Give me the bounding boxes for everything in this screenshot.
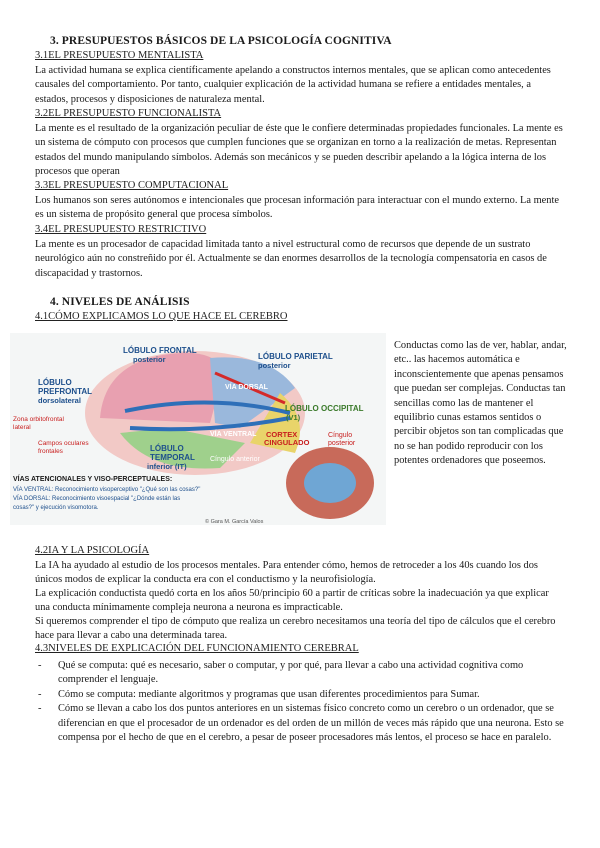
- section-3-heading: 3. PRESUPUESTOS BÁSICOS DE LA PSICOLOGÍA COGNITIVA: [50, 35, 392, 47]
- label-lobulo-frontal: LÓBULO FRONTAL: [123, 346, 197, 355]
- subsection-4-3-heading: 4.3NIVELES DE EXPLICACIÓN DEL FUNCIONAMIENTO CEREBRAL: [35, 643, 359, 654]
- label-lobulo-temporal: LÓBULO: [150, 444, 184, 453]
- label-credit: © Gara M. García Valos: [205, 519, 264, 525]
- label-inferior-it: inferior (IT): [147, 462, 187, 471]
- label-lobulo-occipital: LÓBULO OCCIPITAL: [285, 404, 364, 413]
- brain-figure: [10, 333, 386, 525]
- bullet-item: [38, 702, 568, 745]
- label-lobulo-prefrontal: LÓBULO: [38, 378, 72, 387]
- label-zona-orbitofrontal: Zona orbitofrontal: [13, 416, 64, 423]
- bullet-item: [38, 688, 568, 702]
- label-temporal: TEMPORAL: [150, 453, 195, 462]
- bullet-dash: -: [38, 660, 42, 671]
- label-cingulo-anterior: Cíngulo anterior: [210, 456, 260, 463]
- subsection-4-2-heading: 4.2IA Y LA PSICOLOGÍA: [35, 545, 150, 556]
- subsection-3-1-text: La actividad humana se explica científicamente apelando a constructos internos mentales, que se aplican como antecedentes causales del comportamiento. Por tanto, cualquier explicación de la actividad humana se refiere a entidades mentales, a estados, procesos y disposiciones de naturaleza mental.: [35, 65, 551, 105]
- subsection-3-3-heading: 3.3EL PRESUPUESTO COMPUTACIONAL: [35, 180, 229, 191]
- label-cingulado: CINGULADO: [264, 438, 310, 447]
- label-via-ventral: VÍA VENTRAL: [210, 431, 257, 438]
- brain-diagram: [10, 333, 386, 525]
- bullet-text: Cómo se llevan a cabo los dos puntos anteriores en un sistemas físico concreto como un cerebro o un ordenador, que se diferencian en que el procesador de un ordenador es del orden de un millón de veces más rápido que una neurona. Esto se compensa por el hecho de que en el cerebro, a pesar de poseer procesadores más lentos, el proceso se hace en paralelo.: [58, 703, 564, 744]
- bullet-text: Qué se computa: qué es necesario, saber o computar, y por qué, para llevar a cabo una actividad cognitiva como comprender el lenguaje.: [58, 660, 524, 686]
- label-vias-ventral: VÍA VENTRAL: Reconocimiento visoperceptivo "¿Qué son las cosas?": [13, 487, 201, 493]
- label-lateral: lateral: [13, 424, 31, 431]
- subsection-4-2-text: La IA ha ayudado al estudio de los procesos mentales. Para entender cómo, hemos de retroceder a los 40s cuando los dos únicos modos de explicar la conducta era con el conductismo y la neurofisiología.: [35, 560, 538, 586]
- label-via-dorsal: VÍA DORSAL: [225, 384, 268, 391]
- bullet-text: Cómo se computa: mediante algoritmos y programas que usan diferentes procedimientos para Sumar.: [58, 688, 480, 700]
- levels-bullet-list: [38, 659, 568, 745]
- label-frontales: frontales: [38, 448, 63, 455]
- subsection-3-4-heading: 3.4EL PRESUPUESTO RESTRICTIVO: [35, 224, 207, 235]
- subsection-4-2-text-2: La explicación conductista quedó corta en los años 50/principio 60 a partir de críticas sobre la inadecuación ya que explicar una conducta mínimamente compleja neurona a neurona es impracticable.: [35, 588, 549, 614]
- bullet-dash: -: [38, 703, 42, 715]
- label-vias-dorsal-2: cosas?" y ejecución visomotora.: [13, 505, 99, 511]
- bullet-item: [38, 659, 568, 688]
- section-4-heading: 4. NIVELES DE ANÁLISIS: [50, 296, 190, 308]
- label-cingulo-posterior-2: posterior: [328, 440, 356, 447]
- subsection-4-2-text-3: Si queremos comprender el tipo de cómputo que realiza un cerebro necesitamos una teoría del tipo de cálculos que el cerebro hace para llevar a cabo una determinada tarea.: [35, 616, 556, 642]
- subsection-3-3-text: Los humanos son seres autónomos e intencionales que procesan información para interactuar con el mundo externo. La mente es un sistema de propósito general que procesa símbolos.: [35, 195, 559, 221]
- label-lobulo-parietal: LÓBULO PARIETAL: [258, 352, 333, 361]
- subsection-3-1-heading: 3.1EL PRESUPUESTO MENTALISTA: [35, 50, 204, 61]
- label-prefrontal: PREFRONTAL: [38, 387, 93, 396]
- figure-side-text: Conductas como las de ver, hablar, andar, etc.. las hacemos automática e inconscientemente que apenas pensamos que puedan ser complejas. Conductas tan sencillas como las de mantener el equilibrio cunas estamos sentidos o percibir objetos son tan complicadas que no se han podido reproducir con los potentes ordenadores que poseemos.: [394, 340, 567, 467]
- label-vias-title: VÍAS ATENCIONALES Y VISO-PERCEPTUALES:: [13, 476, 173, 483]
- label-cortex: CORTEX: [266, 430, 298, 439]
- slice-center: [304, 463, 356, 503]
- bullet-dash: -: [38, 688, 42, 700]
- label-v1: (V1): [286, 413, 301, 422]
- label-dorsolateral: dorsolateral: [38, 396, 81, 405]
- subsection-4-1-heading: 4.1CÓMO EXPLICAMOS LO QUE HACE EL CEREBRO: [35, 311, 288, 322]
- subsection-3-2-text: La mente es el resultado de la organización peculiar de éste que le confiere determinadas propiedades funcionales. La mente es un sistema de cómputo con procesos que cumplen funciones que se organizan en torno a la realización de metas. Representan estados del mundo manipulando símbolos. Además son mecánicos y se pueden describir apelando a la lógica interna de los procesos que operan: [35, 123, 563, 178]
- label-frontal-posterior: posterior: [133, 355, 166, 364]
- subsection-3-2-heading: 3.2EL PRESUPUESTO FUNCIONALISTA: [35, 108, 222, 119]
- subsection-3-4-text: La mente es un procesador de capacidad limitada tanto a nivel estructural como de recursos que depende de un sustrato neurológico aún no constreñido por él. Actualmente se dan enormes desarrollos de la tecnología compensatoria en casos de discapacidad y trastornos.: [35, 239, 547, 279]
- label-campos-oculares: Campos oculares: [38, 440, 89, 447]
- label-parietal-posterior: posterior: [258, 361, 291, 370]
- label-cingulo-posterior: Cíngulo: [328, 432, 353, 439]
- label-vias-dorsal: VÍA DORSAL: Reconocimiento visoespacial "¿Dónde están las: [13, 496, 181, 502]
